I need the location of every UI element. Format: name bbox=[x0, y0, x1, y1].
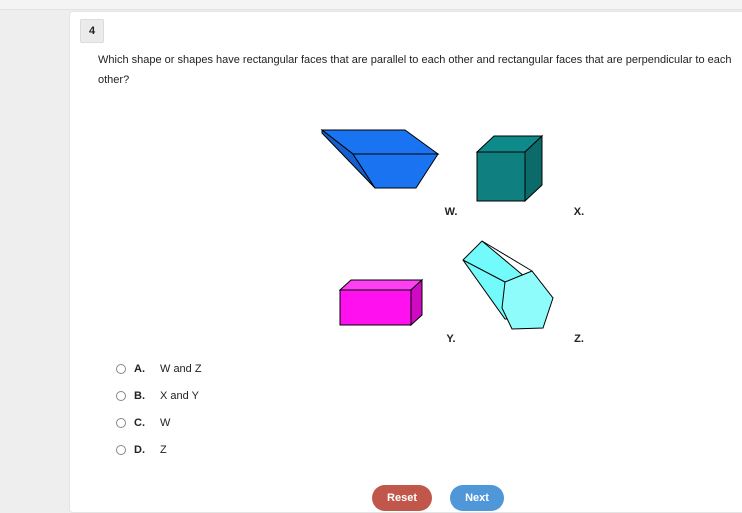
shapes-figure bbox=[320, 119, 585, 354]
shape-y bbox=[340, 280, 422, 325]
choice-letter: A. bbox=[134, 362, 145, 375]
choice-b[interactable] bbox=[116, 382, 202, 409]
answer-choices bbox=[116, 355, 202, 463]
choice-c[interactable] bbox=[116, 409, 202, 436]
next-button[interactable]: Next bbox=[450, 485, 504, 511]
choice-text: W and Z bbox=[160, 362, 202, 375]
choice-a[interactable] bbox=[116, 355, 202, 382]
radio-a[interactable] bbox=[116, 364, 126, 374]
shape-y-label: Y. bbox=[446, 333, 456, 345]
shape-w bbox=[322, 130, 438, 188]
question-number: 4 bbox=[80, 19, 104, 43]
radio-c[interactable] bbox=[116, 418, 126, 428]
choice-d[interactable] bbox=[116, 436, 202, 463]
shapes-svg bbox=[320, 119, 560, 349]
question-text: Which shape or shapes have rectangular faces that are parallel to each other and rectangular faces that are perpendicular to each other? bbox=[98, 54, 732, 86]
radio-d[interactable] bbox=[116, 445, 126, 455]
choice-letter: C. bbox=[134, 416, 145, 429]
top-strip bbox=[0, 0, 742, 10]
reset-button[interactable]: Reset bbox=[372, 485, 432, 511]
shape-x-label: X. bbox=[573, 206, 585, 218]
shape-z-label: Z. bbox=[574, 333, 584, 345]
choice-letter: B. bbox=[134, 389, 145, 402]
choice-letter: D. bbox=[134, 443, 145, 456]
question-card bbox=[69, 11, 742, 513]
choice-text: W bbox=[160, 416, 171, 429]
shape-x bbox=[477, 136, 542, 201]
choice-text: Z bbox=[160, 443, 167, 456]
shape-w-label: W. bbox=[444, 206, 458, 218]
shape-z bbox=[463, 241, 553, 329]
radio-b[interactable] bbox=[116, 391, 126, 401]
choice-text: X and Y bbox=[160, 389, 199, 402]
